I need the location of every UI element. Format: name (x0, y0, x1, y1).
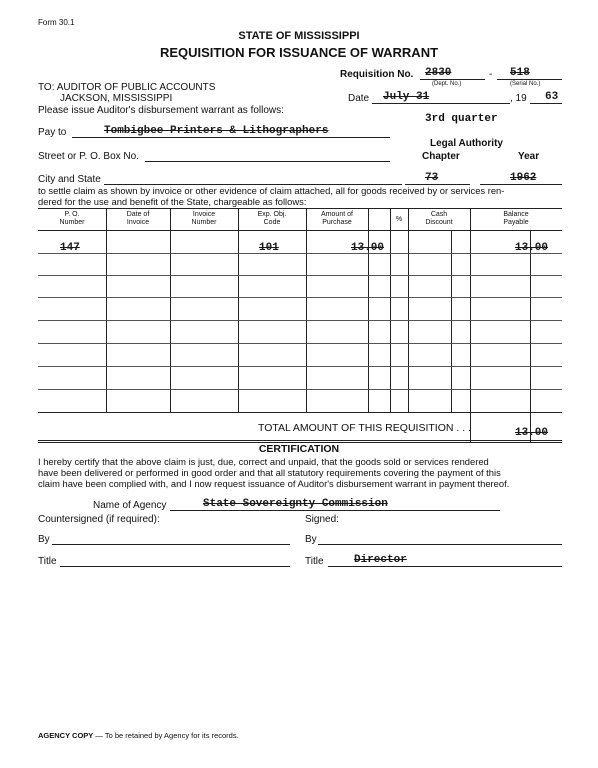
col-header-cash-discount: Cash Discount (425, 211, 453, 226)
requisition-dash: - (489, 69, 493, 80)
to-line-1: TO: AUDITOR OF PUBLIC ACCOUNTS (38, 82, 216, 93)
footer-note (38, 731, 239, 740)
row1-exp-obj-code: 101 (259, 242, 279, 254)
state-heading: STATE OF MISSISSIPPI (238, 30, 360, 42)
certification-title: CERTIFICATION (258, 443, 340, 455)
table-rule (38, 366, 562, 367)
total-label: TOTAL AMOUNT OF THIS REQUISITION . . . (258, 422, 471, 434)
row1-po-number: 147 (60, 242, 80, 254)
date-value: July 31 (383, 91, 430, 103)
total-rule (38, 440, 562, 441)
title-label-right: Title (305, 556, 324, 567)
year-prefix: , 19 (510, 93, 527, 104)
city-label: City and State (38, 174, 101, 185)
cert-text-3: claim have been complied with, and I now request issuance of Auditor's disbursement warrant in payment thereof. (38, 478, 510, 489)
col-header-balance-payable: Balance Payable (503, 211, 529, 226)
dept-no-caption: (Dept. No.) (432, 81, 462, 87)
dept-no-line (420, 79, 485, 80)
street-label: Street or P. O. Box No. (38, 151, 139, 162)
col-header-invoice-number: Invoice Number (191, 211, 217, 226)
total-value: 13.00 (515, 427, 549, 439)
signed-label: Signed: (305, 514, 339, 525)
table-rule (38, 275, 562, 276)
law-year-value: 1962 (510, 172, 537, 184)
pay-to-line (72, 137, 390, 138)
col-header-po-number-1: P. O. Number (59, 211, 85, 226)
agency-line (170, 510, 500, 511)
col-header-amount-of-purchase: Amount of Purchase (321, 211, 353, 226)
cert-text-1: I hereby certify that the above claim is just, due, correct and unpaid, that the goods sold or services rendered (38, 456, 489, 467)
countersigned-label: Countersigned (if required): (38, 514, 160, 525)
requisition-serial-value: 518 (510, 67, 530, 79)
footer-bold: AGENCY COPY (38, 731, 94, 740)
serial-no-line (497, 79, 562, 80)
to-line-2: JACKSON, MISSISSIPPI (60, 93, 173, 104)
form-number: Form 30.1 (38, 18, 75, 27)
chapter-value: 73 (425, 172, 439, 184)
year-line (530, 103, 562, 104)
date-label: Date (348, 93, 370, 104)
pay-to-value: Tombigbee Printers & Lithographers (104, 125, 329, 137)
row1-balance: 13.00 (515, 242, 549, 254)
year-value: 63 (545, 91, 559, 103)
table-rule (38, 343, 562, 344)
col-header-percent: % (395, 216, 403, 223)
cert-text-2: have been delivered or performed in good order and that all statutory requirements covering the payment of this (38, 467, 501, 478)
serial-no-caption: (Serial No.) (510, 81, 541, 87)
col-header-exp-obj-code: Exp. Obj. Code (257, 211, 287, 226)
title-line-left (60, 566, 290, 567)
agency-label: Name of Agency (93, 500, 167, 511)
by-label-left: By (38, 534, 50, 545)
year-col-label: Year (518, 151, 540, 162)
title-line-right (328, 566, 562, 567)
pay-to-label: Pay to (38, 127, 67, 138)
col-header-date-of-invoice: Date of Invoice (126, 211, 150, 226)
table-rule (38, 320, 562, 321)
by-line-right (318, 544, 562, 545)
table-rule (38, 297, 562, 298)
settle-text-2: dered for the use and benefit of the State, chargeable as follows: (38, 196, 307, 207)
by-line-left (52, 544, 290, 545)
please-issue-text: Please issue Auditor's disbursement warrant as follows: (38, 105, 284, 116)
chapter-label: Chapter (422, 151, 460, 162)
table-rule (38, 389, 562, 390)
table-rule (38, 253, 562, 254)
page-title: REQUISITION FOR ISSUANCE OF WARRANT (159, 45, 439, 60)
street-line (145, 161, 390, 162)
date-line (372, 103, 510, 104)
quarter-text: 3rd quarter (425, 113, 498, 125)
title-label-left: Title (38, 556, 57, 567)
settle-text-1: to settle claim as shown by invoice or other evidence of claim attached, all for goods received by or services ren- (38, 185, 505, 196)
by-label-right: By (305, 534, 317, 545)
title-value: Director (354, 554, 407, 566)
footer-text: — To be retained by Agency for its records. (95, 731, 239, 740)
requisition-dept-value: 2830 (425, 67, 452, 79)
requisition-label: Requisition No. (340, 69, 414, 80)
row1-amount: 13.00 (351, 242, 385, 254)
legal-authority-label: Legal Authority (430, 138, 503, 149)
agency-value: State Sovereignty Commission (203, 498, 388, 510)
